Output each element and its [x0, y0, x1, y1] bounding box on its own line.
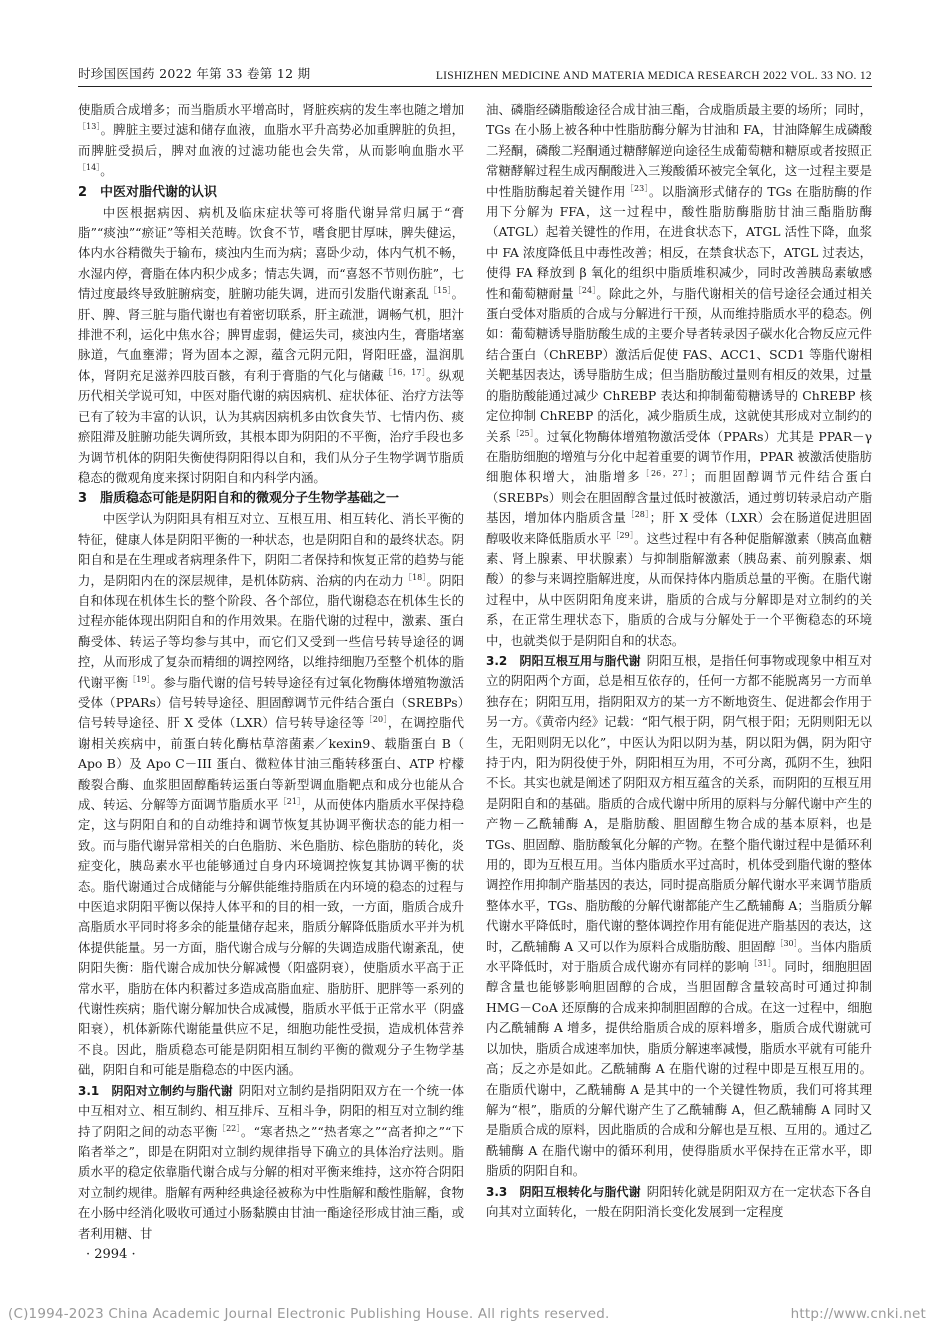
left-column [78, 100, 464, 1244]
section-heading-3: 3 脂质稳态可能是阴阳自和的微观分子生物学基础之一 [78, 491, 400, 507]
subsection-heading-3-2: 3.2 阴阳互根互用与脂代谢 [486, 653, 641, 668]
subsection-heading-3-3: 3.3 阴阳互根转化与脂代谢 [486, 1184, 641, 1199]
paragraph: 3.1 阴阳对立制约与脂代谢 阴阳对立制约是指阴阳双方在一个统一体中互相对立、相互制约、相互排斥、互相斗争，阴阳的相互对立制约维持了阴阳之间的动态平衡$^{[22]}$。“寒者热之”“热者寒之”“高者抑之”“下陷者举之”，即是在阴阳对立制约规律指导下确立的具体治疗法则。脂质水平的稳定依靠脂代谢合成与分解的相对平衡来维持，这亦符合阴阳对立制约规律。脂解有两种经典途径被称为中性脂解和酸性脂解，食物在小肠中经消化吸收可通过小肠黏膜由甘油一酯途径形成甘油三酯，或者利用糖、甘 [78, 1082, 465, 1241]
paragraph: 3.2 阴阳互根互用与脂代谢 阴阳互根，是指任何事物或现象中相互对立的阴阳两个方面，总是相互依存的，任何一方都不能脱离另一方而单独存在；阴阳互用，指阴阳双方的某一方不断地资生、促进都会作用于另一方。《黄帝内经》记载：“阳气根于阴，阴气根于阳；无阴则阳无以生，无阳则阴无以化”，中医认为阳以阴为基，阴以阳为偶，阴为阳守持于内，阳为阴役使于外，阴阳相互为用，不可分离，孤阴不生，独阳不长。其实也就是阐述了阴阳双方相互蕴含的关系，而阴阳的互根互用是阴阳自和的基础。脂质的合成代谢中所用的原料与分解代谢中产生的产物－乙酰辅酶 A，是脂肪酸、胆固醇生物合成的基本原料，也是 TGs、胆固醇、脂肪酸氧化分解的产物。在整个脂代谢过程中是循环利用的，即为互根互用。当体内脂质水平过高时，机体受到脂代谢的整体调控作用抑制产脂基因的表达，同时提高脂质分解代谢水平来调节脂质整体水平，TGs、脂肪酸的分解代谢都能产生乙酰辅酶 A；当脂质分解代谢水平降低时，脂代谢的整体调控作用有能促进产脂基因的表达，这时，乙酰辅酶 A 又可以作为原料合成脂肪酸、胆固醇$^{[30]}$。当体内脂质水平降低时，对于脂质合成代谢亦有同样的影响$^{[31]}$。同时，细胞胆固醇含量也能够影响胆固醇的合成，当胆固醇含量较高时可通过抑制 HMG－CoA 还原酶的合成来抑制胆固醇的合成。在这一过程中，细胞内乙酰辅酶 A 增多，提供给脂质合成的原料增多，脂质合成代谢就可以加快，脂质合成速率加快，脂质分解速率减慢，脂质水平就有可能升高；反之亦是如此。乙酰辅酶 A 在脂代谢的过程中即是互根互用的。在脂质代谢中，乙酰辅酶 A 是其中的一个关键性物质，我们可将其理解为“根”，脂质的分解代谢产生了乙酰辅酶 A，但乙酰辅酶 A 同时又是脂质合成的原料，因此脂质的合成和分解也是互根、互用的。通过乙酰辅酶 A 在脂代谢中的循环利用，使得脂质水平保持在正常水平，即脂质的阴阳自和。 [486, 652, 873, 1179]
footer [0, 1300, 950, 1328]
running-header [78, 58, 872, 87]
journal-title-en: LISHIZHEN MEDICINE AND MATERIA MEDICA RESEARCH 2022 VOL. 33 NO. 12 [435, 70, 872, 82]
paragraph: 中医学认为阴阳具有相互对立、互根互用、相互转化、消长平衡的特征，健康人体是阴阳平衡的一种状态，也是阴阳自和的最终状态。阴阳自和是在生理或者病理条件下，阴阳二者保持和恢复正常的趋势与能力，是阴阳内在的深层规律，是机体防病、治病的内在动力$^{[18]}$。阴阳自和体现在机体生长的整个阶段、各个部位，脂代谢稳态在机体生长的过程亦能体现出阴阳自和的作用效果。在脂代谢的过程中，激素、蛋白酶受体、转运子等均参与其中，而它们又受到一些信号转导途径的调控，从而形成了复杂而精细的调控网络，以维持细胞乃至整个机体的脂代谢平衡$^{[19]}$。参与脂代谢的信号转导途径有过氧化物酶体增殖物激活受体（PPARs）信号转导途径、胆固醇调节元件结合蛋白（SREBPs）信号转导途径、肝 X 受体（LXR）信号转导途径等$^{[20]}$，在调控脂代谢相关疾病中，前蛋白转化酶枯草溶菌素／kexin9、载脂蛋白 B（ Apo B）及 Apo C－III 蛋白、微粒体甘油三酯转移蛋白、ATP 柠檬酸裂合酶、血浆胆固醇酯转运蛋白等新型调血脂靶点和成分也能从合成、转运、分解等方面调节脂质水平$^{[21]}$，从而使体内脂质水平保持稳定，这与阴阳自和的自动维持和调节恢复其协调平衡状态的能力相一致。而与脂代谢异常相关的白色脂肪、米色脂肪、棕色脂肪的转化，炎症变化，胰岛素水平也能够通过自身内环境调控恢复其协调平衡的状态。脂代谢通过合成储能与分解供能维持脂质在内环境的稳态的过程与中医追求阴阳平衡以保持人体平和的目的相一致，一方面，脂质合成升高脂质水平同时将多余的能量储存起来，脂质分解降低脂质水平并为机体提供能量。另一方面，脂代谢合成与分解的失调造成脂代谢紊乱，使阴阳失衡：脂代谢合成加快分解减慢（阳盛阴衰），使脂质水平高于正常水平，脂肪在体内积蓄过多造成高脂血症、脂肪肝、肥胖等一系列的代谢性疾病；脂代谢分解加快合成减慢，脂质水平低于正常水平（阴盛阳衰），机体新陈代谢能量供应不足，细胞功能性受损，造成机体营养不良。因此，脂质稳态可能是阴阳相互制约平衡的微观分子生物学基础，阴阳自和可能是脂稳态的中医内涵。 [78, 511, 465, 1078]
section-heading-2: 2 中医对脂代谢的认识 [78, 184, 218, 200]
page-number: · 2994 · [86, 1247, 136, 1262]
paragraph: 3.3 阴阳互根转化与脂代谢 阴阳转化就是阴阳双方在一定状态下各自向其对立面转化，一般在阴阳消长变化发展到一定程度 [486, 1183, 872, 1219]
journal-title-cn: 时珍国医国药 2022 年第 33 卷第 12 期 [78, 66, 311, 81]
copyright-notice: (C)1994-2023 China Academic Journal Electronic Publishing House. All rights reserved. [8, 1306, 610, 1322]
subsection-heading-3-1: 3.1 阴阳对立制约与脂代谢 [78, 1083, 233, 1098]
paragraph: 中医根据病因、病机及临床症状等可将脂代谢异常归属于“膏脂”“痰浊”“瘀证”等相关范畴。饮食不节，嗜食肥甘厚味，脾失健运，体内水谷精微失于输布，痰浊内生而为病；喜卧少动，体内气机不畅，水湿内停，膏脂在体内积少成多；情志失调，而“喜怒不节则伤脏”，七情过度最终导致脏腑病变，脏腑功能失调，进而引发脂代谢紊乱$^{[15]}$。肝、脾、肾三脏与脂代谢也有着密切联系，肝主疏泄，调畅气机，胆汁排泄不利，运化中焦水谷；脾胃虚弱，健运失司，痰浊内生，膏脂堵塞脉道，气血壅滞；肾为固本之源，蕴含元阴元阳，肾阳旺盛，温润肌体，肾阴充足滋养四肢百骸，有利于膏脂的气化与储藏$^{[16,17]}$。纵观历代相关学说可知，中医对脂代谢的病因病机、症状体征、治疗方法等已有了较为丰富的认识，认为其病因病机多由饮食失节、七情内伤、痰瘀阻滞及脏腑功能失调所致，其根本即为阴阳的不平衡，治疗手段也多为调节机体的阴阳失衡使得阴阳得以自和，我们从分子生物学调节脂质稳态的微观角度来探讨阴阳自和内科学内涵。 [78, 204, 465, 485]
paragraph: 油、磷脂经磷脂酸途径合成甘油三酯，合成脂质最主要的场所；同时，TGs 在小肠上被各种中性脂肪酶分解为甘油和 FA，甘油降解生成磷酸二羟酮，磷酸二羟酮通过糖酵解逆向途径生成葡萄糖和糖原或者按照正常糖酵解过程生成丙酮酸进入三羧酸循环被完全氧化，这一过程主要是中性脂肪酶起着关键作用$^{[23]}$。以脂滴形式储存的 TGs 在脂肪酶的作用下分解为 FFA，这一过程中，酸性脂肪酶脂肪甘油三酯脂肪酶（ATGL）起着关键性的作用，在进食状态下，ATGL 活性下降，血浆中 FA 浓度降低且中毒性改善；相反，在禁食状态下，ATGL 过表达，使得 FA 释放到 β 氧化的组织中脂质堆积减少，同时改善胰岛素敏感性和葡萄糖耐量$^{[24]}$。除此之外，与脂代谢相关的信号途径会通过相关蛋白受体对脂质的合成与分解进行干预，从而维持脂质水平的稳态。例如：葡萄糖诱导脂肪酸生成的主要介导者转录因子碳水化合物反应元件结合蛋白（ChREBP）激活后促使 FAS、ACC1、SCD1 等脂代谢相关靶基因表达，诱导脂肪生成；但当脂肪酸过量则有相反的效果，过量的脂肪酸能通过减少 ChREBP 表达和抑制葡萄糖诱导的 ChREBP 核定位抑制 ChREBP 的活化，减少脂质生成，这就使其形成对立制约的关系$^{[25]}$。过氧化物酶体增殖物激活受体（PPARs）尤其是 PPAR－γ 在脂肪细胞的增殖与分化中起着重要的调节作用，PPAR 被激活使脂肪细胞体积增大，油脂增多$^{[26,27]}$；而胆固醇调节元件结合蛋白（SREBPs）则会在胆固醇含量过低时被激活，通过剪切转录启动产脂基因，增加体内脂质含量$^{[28]}$；肝 X 受体（LXR）会在肠道促进胆固醇吸收来降低脂质水平$^{[29]}$。这些过程中有各种促脂解激素（胰高血糖素、肾上腺素、甲状腺素）与抑制脂解激素（胰岛素、前列腺素、烟酸）的参与来调控脂解进度，从而保持体内脂质总量的平衡。在脂代谢过程中，从中医阴阳角度来讲，脂质的合成与分解即是对立制约的关系，在正常生理状态下，脂质的合成与分解处于一个平衡稳态的环境中，也就类似于是阴阳自和的状态。 [486, 102, 873, 648]
right-column [486, 100, 872, 1222]
footer-link[interactable]: http://www.cnki.net [790, 1306, 926, 1322]
paragraph: 使脂质合成增多；而当脂质水平增高时，肾脏疾病的发生率也随之增加$^{[13]}$。脾脏主要过滤和储存血液，血脂水平升高势必加重脾脏的负担，而脾脏受损后，脾对血液的过滤功能也会失常，从而影响血脂水平$^{[14]}$。 [78, 102, 465, 179]
